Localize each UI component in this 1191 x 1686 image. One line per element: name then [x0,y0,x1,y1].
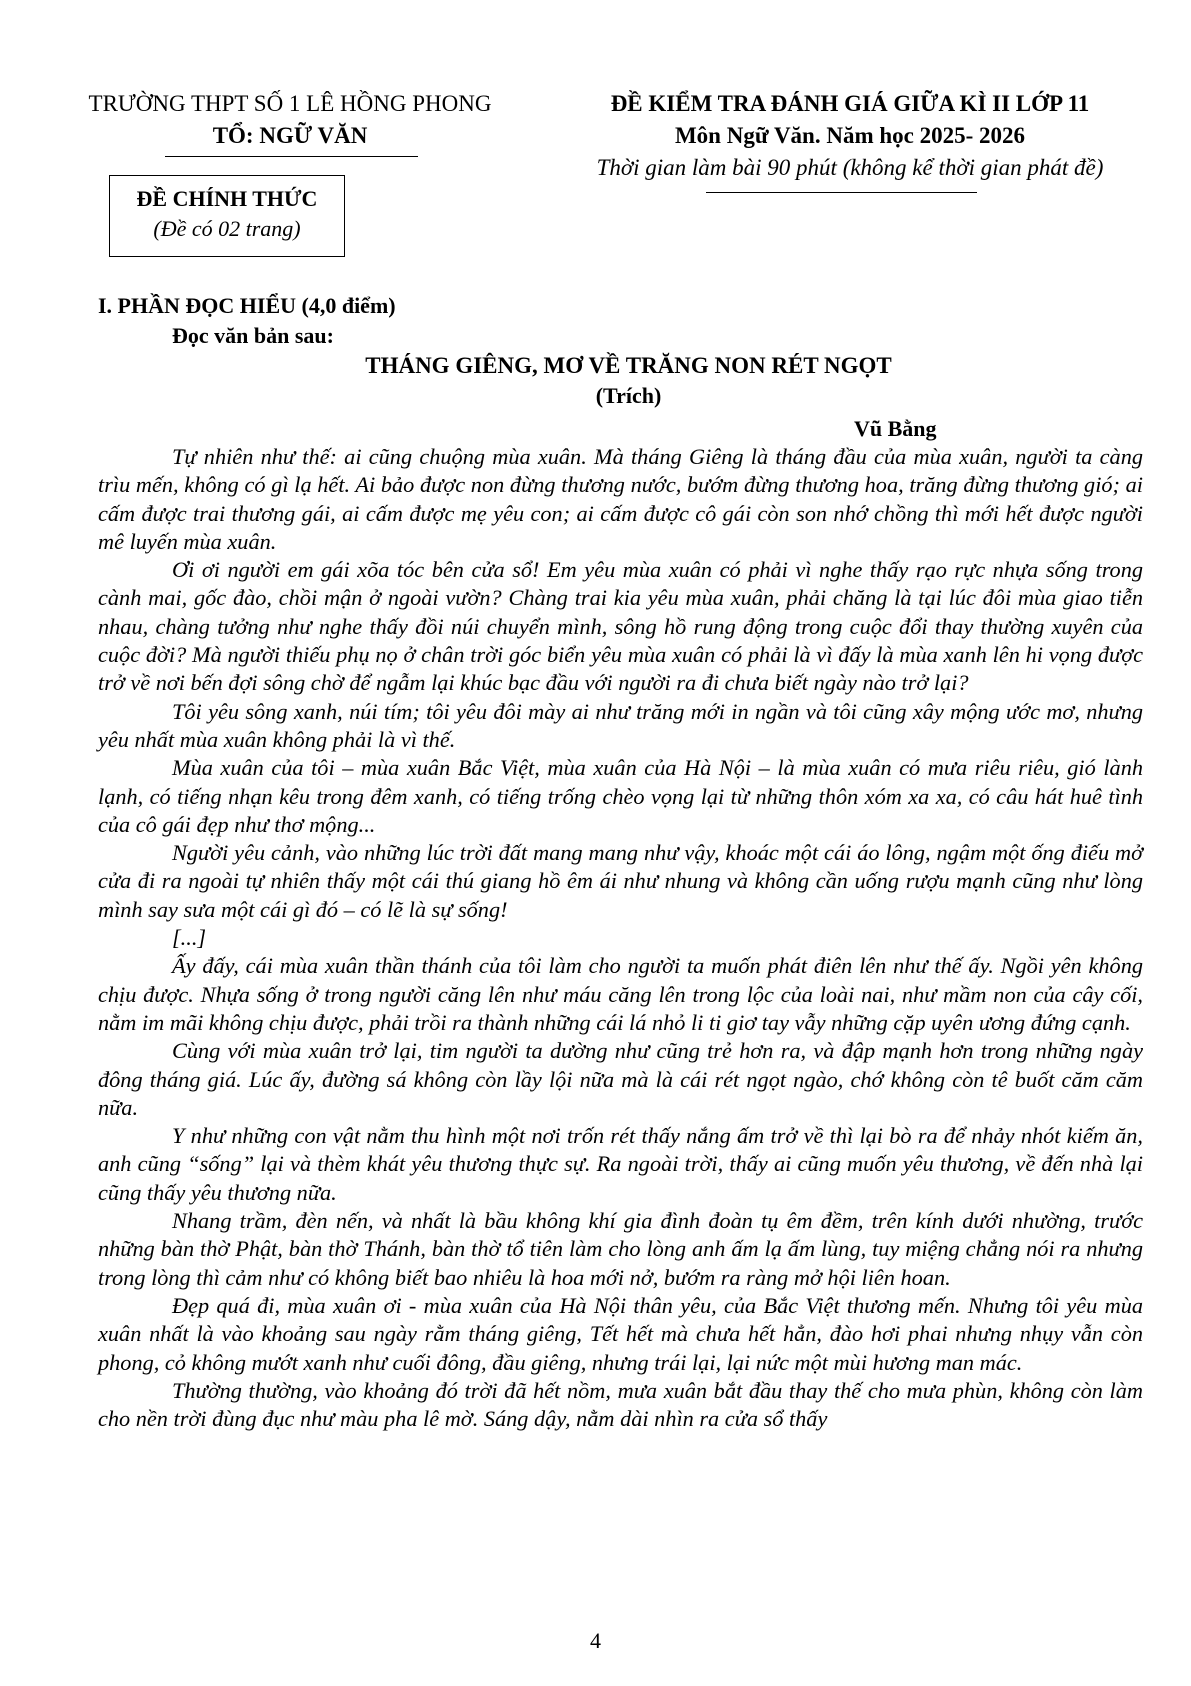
passage-paragraph: Cùng với mùa xuân trở lại, tim người ta dường như cũng trẻ hơn ra, và đập mạnh hơn trong những ngày đông tháng giá. Lúc ấy, đường sá không còn lầy lội nữa mà là cái rét ngọt ngào, chớ không còn tê buốt căm căm nữa. [98,1038,1143,1120]
school-name: TRƯỜNG THPT SỐ 1 LÊ HỒNG PHONG [88,91,492,116]
school-header [40,88,540,152]
department-name: TỔ: NGỮ VĂN [212,123,368,148]
passage-paragraph: Tự nhiên như thế: ai cũng chuộng mùa xuân. Mà tháng Giêng là tháng đầu của mùa xuân, người ta càng trìu mến, không có gì lạ hết. Ai bảo được non đừng thương nước, bướm đừng thương hoa, trăng đừng thương gió; ai cấm được trai thương gái, ai cấm được mẹ yêu con; ai cấm được cô gái còn son nhớ chồng thì mới hết được người mê luyến mùa xuân. [98,444,1143,554]
passage-paragraph: Ấy đấy, cái mùa xuân thần thánh của tôi làm cho người ta muốn phát điên lên như thế ấy. Ngồi yên không chịu được. Nhựa sống ở trong người căng lên như máu căng lên trong lộc của loài nai, như mầm non của cây cối, nằm im mãi không chịu được, phải trồi ra thành những cái lá nhỏ li ti giơ tay vẫy những cặp uyên ương đứng cạnh. [98,953,1143,1035]
official-exam-box [109,175,345,257]
passage-paragraph: Y như những con vật nằm thu hình một nơi trốn rét thấy nắng ấm trở về thì lại bò ra để nhảy nhót kiếm ăn, anh cũng “sống” lại và thèm khát yêu thương thực sự. Ra ngoài trời, thấy ai cũng muốn yêu thương, về đến nhà lại cũng thấy yêu thương nữa. [98,1123,1143,1205]
exam-header [540,88,1160,184]
page-number: 4 [590,1628,601,1653]
passage-body [98,443,1143,1433]
passage-author: Vũ Bằng [854,416,937,441]
passage-paragraph: Người yêu cảnh, vào những lúc trời đất mang mang như vậy, khoác một cái áo lông, ngậm một ống điếu mở cửa đi ra ngoài tự nhiên thấy một cái thú giang hồ êm ái như nhung và không cần uống rượu mạnh cũng như lòng mình say sưa một cái gì đó – có lẽ là sự sống! [98,840,1143,922]
passage-paragraph: Tôi yêu sông xanh, núi tím; tôi yêu đôi mày ai như trăng mới in ngần và tôi cũng xây mộng ước mơ, nhưng yêu nhất mùa xuân không phải là vì thế. [98,698,1143,752]
section-title: I. PHẦN ĐỌC HIỂU (4,0 điểm) [98,293,396,318]
passage-paragraph: Đẹp quá đi, mùa xuân ơi - mùa xuân của Hà Nội thân yêu, của Bắc Việt thương mến. Nhưng tôi yêu mùa xuân nhất là vào khoảng sau ngày rằm tháng giêng, Tết hết mà chưa hết hẳn, đào hơi phai nhưng nhụy vẫn còn phong, cỏ không mướt xanh như cuối đông, đầu giêng, nhưng trái lại, lại nức một mùi hương man mác. [98,1292,1143,1375]
official-label: ĐỀ CHÍNH THỨC [136,186,318,211]
passage-paragraph: Mùa xuân của tôi – mùa xuân Bắc Việt, mùa xuân của Hà Nội – là mùa xuân có mưa riêu riêu, gió lành lạnh, có tiếng nhạn kêu trong đêm xanh, có tiếng trống chèo vọng lại từ những thôn xóm xa xa, có câu hát huê tình của cô gái đẹp như thơ mộng... [98,755,1143,837]
department-underline [165,156,418,157]
subject-year: Môn Ngữ Văn. Năm học 2025- 2026 [674,123,1026,148]
exam-duration: Thời gian làm bài 90 phút (không kể thời gian phát đề) [596,155,1104,180]
section-instruction: Đọc văn bản sau: [172,323,334,348]
pages-note: (Đề có 02 trang) [153,216,301,241]
passage-note: (Trích) [595,383,662,408]
passage-paragraph: Thường thường, vào khoảng đó trời đã hết nồm, mưa xuân bắt đầu thay thế cho mưa phùn, không còn làm cho nền trời đùng đục như màu pha lê mờ. Sáng dậy, nằm dài nhìn ra cửa sổ thấy [98,1377,1143,1432]
passage-title: THÁNG GIÊNG, MƠ VỀ TRĂNG NON RÉT NGỌT [365,353,892,378]
duration-underline [706,192,977,193]
passage-ellipsis: [...] [172,925,207,951]
passage-paragraph: Ơi ơi người em gái xõa tóc bên cửa sổ! Em yêu mùa xuân có phải vì nghe thấy rạo rực nhựa sống trong cành mai, gốc đào, chồi mận ở ngoài vườn? Chàng trai kia yêu mùa xuân, phải chăng là tại lúc đôi mùa giao tiễn nhau, chàng tưởng như nghe thấy đồi núi chuyển mình, sông hồ rung động trong cuộc đổi thay thường xuyên của cuộc đời? Mà người thiếu phụ nọ ở chân trời góc biển yêu mùa xuân có phải là vì đấy là mùa xanh lên hi vọng được trở về nơi bến đợi sông chờ để ngẫm lại khúc bạc đầu với người ra đi chưa biết ngày nào trở lại? [98,557,1143,696]
passage-paragraph: Nhang trầm, đèn nến, và nhất là bầu không khí gia đình đoàn tụ êm đềm, trên kính dưới nhường, trước những bàn thờ Phật, bàn thờ Thánh, bàn thờ tổ tiên làm cho lòng anh ấm lạ ấm lùng, tuy miệng chẳng nói ra nhưng trong lòng thì cảm như có không biết bao nhiêu là hoa mới nở, bướm ra ràng mở hội liên hoan. [98,1208,1143,1290]
exam-title: ĐỀ KIỂM TRA ĐÁNH GIÁ GIỮA KÌ II LỚP 11 [610,91,1090,116]
